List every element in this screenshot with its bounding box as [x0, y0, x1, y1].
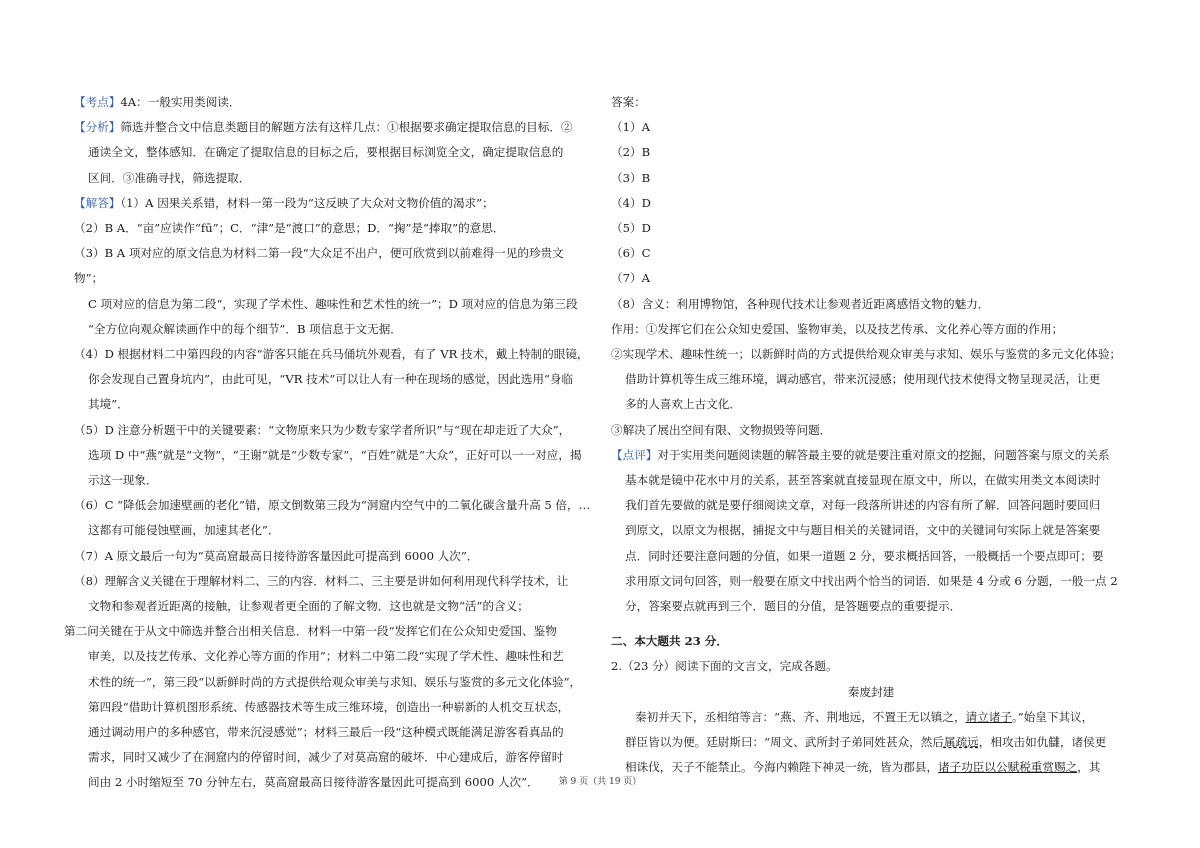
question-intro: 2.（23 分）阅读下面的文言文，完成各题。: [611, 659, 838, 674]
answer-explanation-5: （5）D 注意分析题干中的关键要素：“文物原来只为少数专家学者所识”与“现在却走近了大众”，: [74, 422, 571, 437]
dianping-line: 求用原文词句回答，则一般要在原文中找出两个恰当的词语．如果是 4 分或 6 分题，一般一点 2: [625, 573, 1118, 588]
passage-text: 秦初并天下，丞相绾等言：“燕、齐、荆地远，不置王无以镇之，: [635, 709, 966, 724]
left-column: [64, 90, 592, 796]
answer-item: （4）D: [611, 195, 651, 210]
fenxi-line-1: 筛选并整合文中信息类题目的解题方法有这样几点：①根据要求确定提取信息的目标．②: [120, 120, 573, 135]
function-line-1: 作用：①发挥它们在公众知史爱国、鉴物审美，以及技艺传承、文化养心等方面的作用；: [611, 321, 1064, 336]
answer-explanation-3-cont: C 项对应的信息为第二段“，实现了学术性、趣味性和艺术性的统一”；D 项对应的信息为第三段: [88, 296, 578, 311]
answer-item: （6）C: [611, 246, 651, 261]
second-question-explanation-cont: 审美，以及技艺传承、文化养心等方面的作用”；材料二中第二段“实现了学术性、趣味性和艺: [88, 649, 564, 664]
right-column: [611, 90, 1131, 780]
passage-text: 相诛伐，天子不能禁止。今海内赖陛下神灵一统，皆为郡县，: [625, 760, 939, 775]
answer-explanation-8: （8）理解含义关键在于理解材料二、三的内容．材料二、三主要是讲如何利用现代科学技术，让: [74, 573, 569, 588]
answer-explanation-4-cont: 其境”．: [88, 397, 129, 412]
answer-explanation-6-cont: 这都有可能侵蚀壁画，加速其老化”．: [88, 523, 280, 538]
second-question-explanation: 第二问关键在于从文中筛选并整合出相关信息．材料一中第一段“发挥它们在公众知史爱国、鉴物: [64, 624, 557, 639]
kaodian-text: 4A：一般实用类阅读．: [120, 95, 241, 109]
fenxi-tag: 【分析】: [74, 120, 121, 135]
fenxi-paragraph: [74, 115, 592, 140]
page-footer: 第 9 页（共 19 页）: [558, 777, 642, 787]
answer-item-8: （8）含义：利用博物馆，各种现代技术让参观者近距离感悟文物的魅力．: [611, 296, 990, 311]
function-line-2: ②实现学术、趣味性统一；以新鲜时尚的方式提供给观众审美与求知、娱乐与鉴赏的多元文化体验；: [611, 347, 1122, 362]
second-question-explanation-cont: 需求，同时又减少了在洞窟内的停留时间，减少了对莫高窟的破坏．中心建成后，游客停留时: [88, 750, 564, 765]
dianping-line: 到原文，以原文为根据，捕捉文中与题目相关的关键词语，文中的关键词句实际上就是答案要: [625, 523, 1101, 538]
passage-text: ，相攻击如仇讎，诸侯更: [978, 735, 1107, 750]
underlined-phrase: 请立诸子: [965, 709, 1012, 724]
passage-text: ，其: [1077, 760, 1101, 775]
underlined-phrase: 诸子功臣以公赋税重赏赐之: [938, 760, 1078, 775]
answer-explanation-4: （4）D 根据材料二中第四段的内容“游客只能在兵马俑坑外观看，有了 VR 技术，戴上特制的眼镜，: [74, 347, 589, 362]
kaodian-tag: 【考点】: [74, 95, 121, 109]
dianping-line-1: 对于实用类问题阅读题的解答最主要的就是要注重对原文的挖掘，问题答案与原文的关系: [657, 447, 1110, 462]
answer-explanation-3-cont: “全方位向观众解读画作中的每个细节”．B 项信息于文无据．: [88, 321, 402, 336]
jieda-tag: 【解答】: [74, 195, 121, 210]
answer-explanation-8-cont: 文物和参观者近距离的接触，让参观者更全面的了解文物．这也就是文物“活”的含义；: [88, 599, 529, 614]
dianping-line: 我们首先要做的就是要仔细阅读文章，对每一段落所讲述的内容有所了解．回答问题时要回归: [625, 498, 1101, 513]
passage-text: 群臣皆以为便。廷尉斯曰：“周文、武所封子弟同姓甚众，然后: [625, 735, 944, 750]
function-line-3: ③解决了展出空间有限、文物损毁等问题．: [611, 422, 832, 437]
answer-explanation-5-cont: 示这一现象．: [88, 473, 158, 488]
second-question-explanation-cont: 间由 2 小时缩短至 70 分钟左右，莫高窟最高日接待游客量因此可提高到 6000 人次”．: [88, 775, 539, 790]
answer-label: 答案：: [611, 95, 646, 109]
passage-title: 秦废封建: [847, 684, 895, 699]
dianping-paragraph: [611, 443, 1131, 468]
fenxi-line-2: 通读全文，整体感知．在确定了提取信息的目标之后，要根据目标浏览全文，确定提取信息的: [88, 145, 564, 160]
underlined-phrase: 属疏远: [943, 735, 979, 750]
answer-item: （7）A: [611, 271, 650, 286]
second-question-explanation-cont: 术性的统一”，第三段“以新鲜时尚的方式提供给观众审美与求知、娱乐与鉴赏的多元文化体验”，: [88, 674, 582, 689]
function-line-2-cont: 借助计算机等生成三维环境，调动感官，带来沉浸感；使用现代技术使得文物呈现灵活，让更: [625, 372, 1101, 387]
answer-explanation-3: （3）B A 项对应的原文信息为材料二第一段“大众足不出户，便可欣赏到以前难得一见的珍贵文物”；: [74, 246, 564, 286]
answer-explanation-4-cont: 你会发现自己置身坑内”，由此可见，“VR 技术”可以让人有一种在现场的感觉，因此选用“身临: [88, 372, 574, 387]
passage-line-2: [611, 730, 1131, 755]
passage-line-1: [611, 705, 1131, 730]
answer-item: （2）B: [611, 145, 651, 160]
passage-text: 。”始皇下其议，: [1011, 709, 1094, 724]
answer-item: （5）D: [611, 221, 651, 236]
kaodian-line: [74, 90, 592, 115]
dianping-line: 点．同时还要注意问题的分值，如果一道题 2 分，要求概括回答，一般概括一个要点即可；要: [625, 548, 1104, 563]
second-question-explanation-cont: 第四段“借助计算机图形系统、传感器技术等生成三维环境，创造出一种崭新的人机交互状态，: [88, 699, 570, 714]
function-line-2-cont: 多的人喜欢上古文化．: [625, 397, 741, 412]
dianping-line: 分，答案要点就再到三个．题目的分值，是答题要点的重要提示．: [625, 599, 962, 614]
answer-item: （1）A: [611, 120, 650, 135]
answer-explanation-7: （7）A 原文最后一句为“莫高窟最高日接待游客量因此可提高到 6000 人次”．: [74, 548, 479, 563]
section-heading: 二、本大题共 23 分．: [611, 634, 728, 649]
answer-item: （3）B: [611, 170, 651, 185]
answer-explanation-2: （2）B A．“亩”应读作“fū”；C．“津”是“渡口”的意思；D．“掬”是“捧取”的意思．: [74, 221, 505, 236]
jieda-text: （1）A 因果关系错，材料一第一段为“这反映了大众对文物价值的渴求”；: [120, 195, 494, 210]
jieda-line: [74, 191, 592, 216]
answer-explanation-6: （6）C “降低会加速壁画的老化”错，原文倒数第三段为“洞窟内空气中的二氧化碳含量升高 5 倍，…: [74, 498, 591, 513]
dianping-tag: 【点评】: [611, 447, 658, 462]
second-question-explanation-cont: 通过调动用户的多种感官，带来沉浸感觉”；材料三最后一段“这种模式既能满足游客看真品的: [88, 725, 564, 740]
dianping-line: 基本就是镜中花水中月的关系，甚至答案就直接显现在原文中，所以，在做实用类文本阅读时: [625, 473, 1101, 488]
fenxi-line-3: 区间．③准确寻找，筛选提取．: [88, 170, 251, 185]
answer-explanation-5-cont: 选项 D 中“燕”就是“文物”，“王谢”就是“少数专家”，“百姓”就是“大众”，正好可以一一对应，揭: [88, 447, 582, 462]
